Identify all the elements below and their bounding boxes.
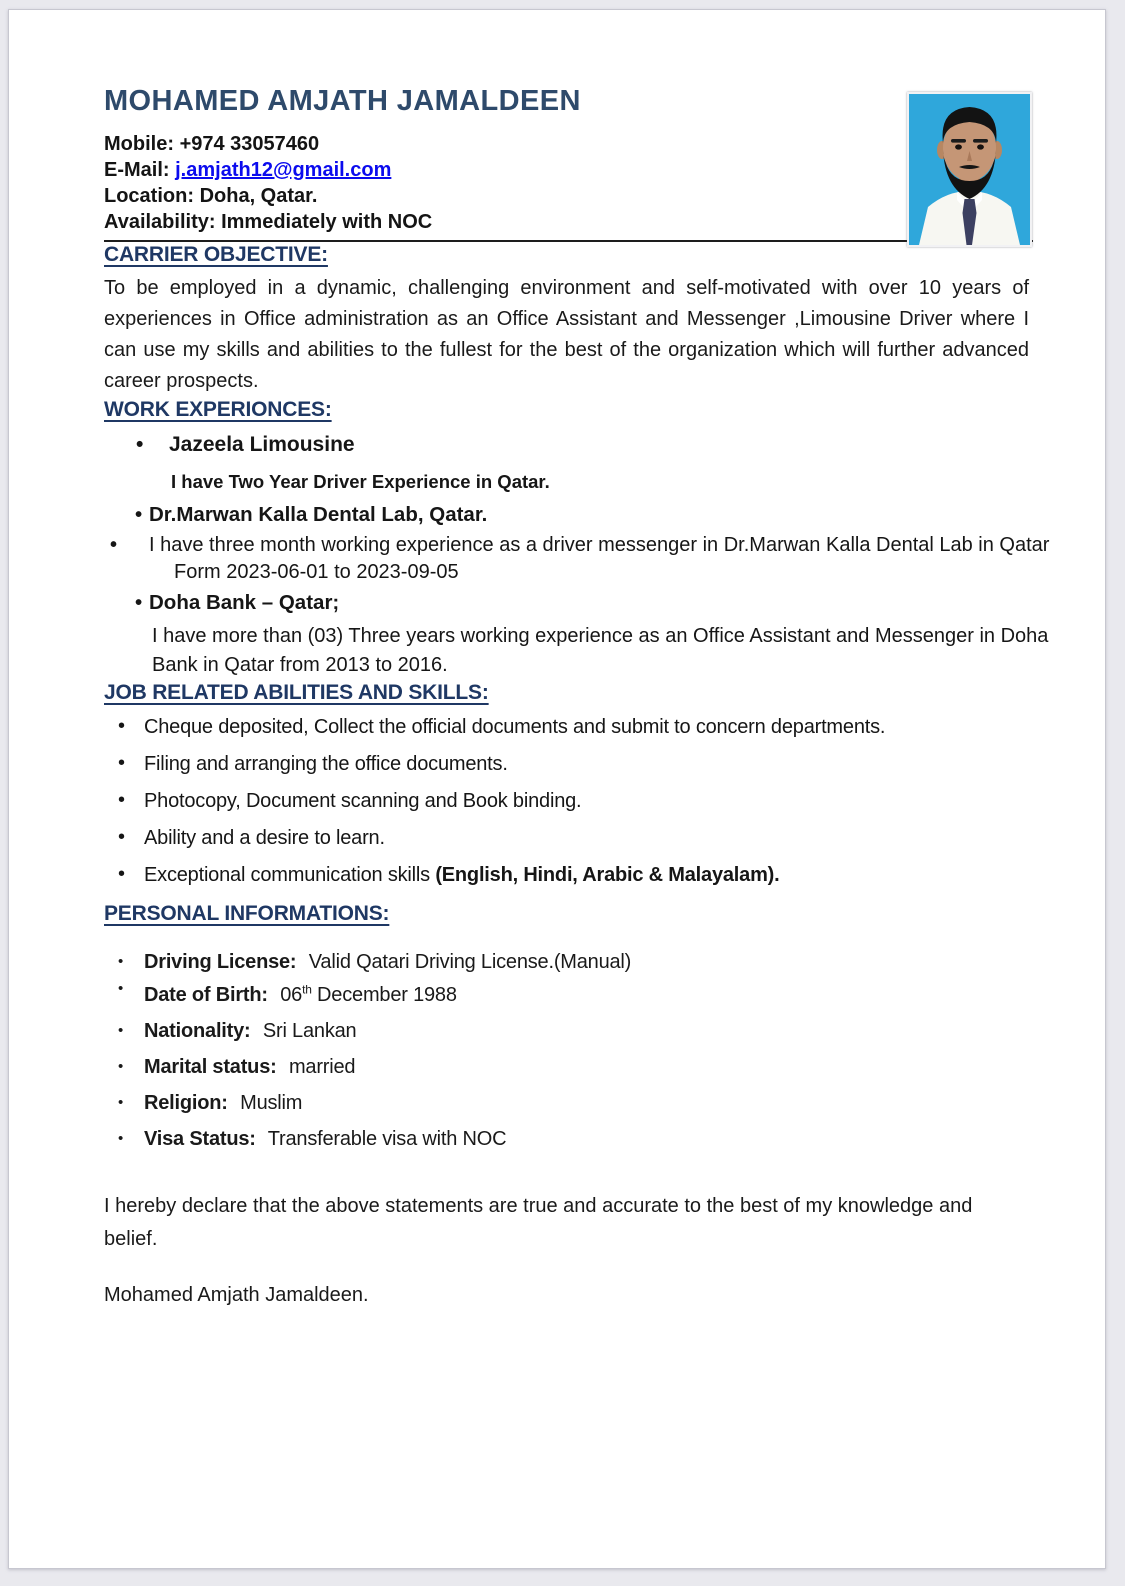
skill-item xyxy=(104,753,1025,775)
work-entry-marwan-title xyxy=(104,502,1025,528)
skill-text: Photocopy, Document scanning and Book binding. xyxy=(144,790,582,812)
contact-block xyxy=(104,131,1025,235)
page-content xyxy=(9,10,1105,1568)
contact-location xyxy=(104,183,1025,209)
personal-value: Transferable visa with NOC xyxy=(267,1127,507,1150)
signature-name: Mohamed Amjath Jamaldeen. xyxy=(104,1283,369,1306)
personal-label: Religion: xyxy=(144,1091,228,1114)
bullet-icon: • xyxy=(135,503,143,526)
personal-value: Sri Lankan xyxy=(262,1019,357,1042)
location-label: Location: xyxy=(104,185,194,207)
work-entry-jazeela-title xyxy=(104,432,1025,458)
skill-item xyxy=(104,827,1025,849)
bullet-icon: • xyxy=(118,752,125,774)
bullet-icon: • xyxy=(118,1057,124,1075)
personal-label: Visa Status: xyxy=(144,1127,256,1150)
applicant-photo-illustration xyxy=(909,94,1030,245)
skill-text-bold: (English, Hindi, Arabic & Malayalam). xyxy=(435,864,780,886)
skill-text: Exceptional communication skills xyxy=(144,864,436,886)
work-entry-marwan-detail: • I have three month working experience as a driver messenger in Dr.Marwan Kalla Dental Lab in Qatar Form 2023-06-01 to 2023-09-05 xyxy=(110,534,1050,583)
mobile-label: Mobile: xyxy=(104,133,174,155)
bullet-icon: • xyxy=(118,715,125,737)
contact-availability xyxy=(104,209,1025,235)
bullet-icon: • xyxy=(136,433,144,456)
skills-list xyxy=(104,716,1025,886)
contact-email xyxy=(104,157,1025,183)
objective-text: To be employed in a dynamic, challenging environment and self-motivated with over 10 years of experiences in Office administration as an Office Assistant and Messenger ,Limousine Driver where I can use my skills and abilities to the fullest for the best of the organization which will further advanced career prospects. xyxy=(104,277,1029,392)
email-label: E-Mail: xyxy=(104,159,170,181)
personal-value: Valid Qatari Driving License.(Manual) xyxy=(308,951,632,973)
work-entry-jazeela-detail xyxy=(104,469,1025,495)
personal-info-list xyxy=(104,951,1025,1150)
personal-item-visa-status xyxy=(104,1128,1025,1150)
availability-value: Immediately with NOC xyxy=(221,211,433,233)
bullet-icon: • xyxy=(118,789,125,811)
skill-text: Filing and arranging the office documents. xyxy=(144,753,508,775)
personal-item-nationality xyxy=(104,1020,1025,1042)
work-entry-text: I have three month working experience as a driver messenger in Dr.Marwan Kalla Dental Lab in Qatar Form 2023-06-01 to 2023-09-05 xyxy=(149,534,1050,583)
ordinal-suffix: th xyxy=(302,982,312,996)
bullet-icon: • xyxy=(118,826,125,848)
resume-page xyxy=(8,9,1106,1569)
section-heading-work-experiences: WORK EXPERIONCES: xyxy=(104,398,332,421)
bullet-icon: • xyxy=(118,1129,124,1147)
bullet-icon: • xyxy=(118,863,125,885)
declaration-text: I hereby declare that the above statements are true and accurate to the best of my knowledge and belief. xyxy=(104,1194,973,1250)
work-entry-text: Doha Bank – Qatar; xyxy=(149,591,340,614)
personal-value: 06th December 1988 xyxy=(280,982,457,1006)
section-heading-skills: JOB RELATED ABILITIES AND SKILLS: xyxy=(104,681,489,704)
contact-mobile xyxy=(104,131,1025,157)
work-entry-text: Jazeela Limousine xyxy=(169,433,355,456)
bullet-icon: • xyxy=(118,1093,124,1111)
personal-item-date-of-birth xyxy=(104,978,1025,1006)
bullet-icon: • xyxy=(118,980,124,997)
work-entry-text: Dr.Marwan Kalla Dental Lab, Qatar. xyxy=(149,503,488,526)
skill-item xyxy=(104,864,1025,886)
section-heading-carrier-objective: CARRIER OBJECTIVE: xyxy=(104,243,328,266)
skill-item xyxy=(104,716,1025,738)
personal-label: Marital status: xyxy=(144,1055,277,1078)
personal-label: Driving License: xyxy=(144,951,297,973)
work-entry-text: I have Two Year Driver Experience in Qatar. xyxy=(171,471,550,492)
skill-text: Cheque deposited, Collect the official documents and submit to concern departments. xyxy=(144,716,886,738)
personal-item-driving-license xyxy=(104,951,1025,973)
availability-label: Availability: xyxy=(104,211,216,233)
mobile-value: +974 33057460 xyxy=(179,133,320,155)
personal-value: Muslim xyxy=(240,1091,303,1114)
location-value: Doha, Qatar. xyxy=(199,185,318,207)
skill-text: Ability and a desire to learn. xyxy=(144,827,385,849)
email-link[interactable]: j.amjath12@gmail.com xyxy=(175,159,392,181)
skill-item xyxy=(104,790,1025,812)
applicant-name: MOHAMED AMJATH JAMALDEEN xyxy=(104,85,581,117)
bullet-icon: • xyxy=(135,591,143,614)
work-entry-doha-detail xyxy=(104,622,1070,680)
work-entry-doha-title xyxy=(104,590,1025,616)
personal-item-religion xyxy=(104,1092,1025,1114)
bullet-icon: • xyxy=(118,953,124,970)
personal-item-marital-status xyxy=(104,1056,1025,1078)
personal-label: Date of Birth: xyxy=(144,983,268,1006)
applicant-photo xyxy=(907,92,1032,247)
section-heading-personal-informations: PERSONAL INFORMATIONS: xyxy=(104,902,390,925)
personal-label: Nationality: xyxy=(144,1019,251,1042)
bullet-icon: • xyxy=(118,1021,124,1039)
personal-value: married xyxy=(288,1055,356,1078)
work-entry-text: I have more than (03) Three years working experience as an Office Assistant and Messenger in Doha Bank in Qatar from 2013 to 2016. xyxy=(152,625,1049,676)
